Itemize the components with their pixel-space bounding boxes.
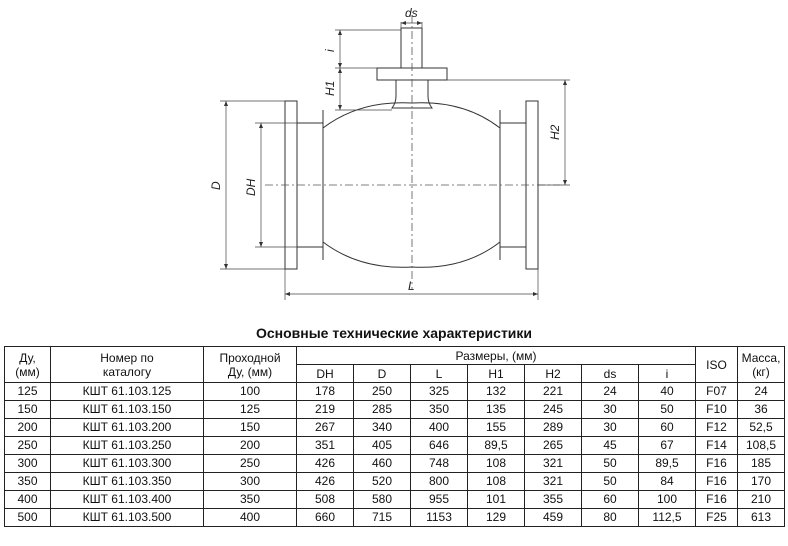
label-l: L [408,279,415,293]
table-cell: 400 [411,419,468,437]
table-cell: 580 [354,491,411,509]
table-cell: КШТ 61.103.350 [51,473,204,491]
header-ds: ds [582,365,639,383]
header-mass: Масса, (кг) [738,347,785,383]
table-cell: 351 [297,437,354,455]
table-cell: 178 [297,383,354,401]
table-cell: 285 [354,401,411,419]
table-cell: 325 [411,383,468,401]
table-cell: 800 [411,473,468,491]
table-cell: 129 [468,509,525,527]
table-cell: 200 [5,419,51,437]
table-cell: 50 [582,455,639,473]
table-cell: 67 [639,437,696,455]
table-cell: F16 [696,491,738,509]
table-cell: 250 [354,383,411,401]
table-cell: 219 [297,401,354,419]
table-cell: 80 [582,509,639,527]
table-cell: 108 [468,455,525,473]
table-title: Основные технические характеристики [255,325,533,341]
table-cell: КШТ 61.103.125 [51,383,204,401]
table-cell: 250 [204,455,297,473]
table-cell: 89,5 [639,455,696,473]
table-cell: 321 [525,473,582,491]
table-cell: 508 [297,491,354,509]
table-cell: КШТ 61.103.150 [51,401,204,419]
header-dh: DH [297,365,354,383]
table-cell: 426 [297,455,354,473]
table-cell: 112,5 [639,509,696,527]
table-cell: 155 [468,419,525,437]
table-row [5,455,785,473]
table-cell: 245 [525,401,582,419]
table-cell: F14 [696,437,738,455]
table-row [5,401,785,419]
table-cell: 125 [5,383,51,401]
table-cell: КШТ 61.103.300 [51,455,204,473]
table-cell: F10 [696,401,738,419]
table-cell: 135 [468,401,525,419]
table-body [5,383,785,527]
table-cell: 125 [204,401,297,419]
table-cell: F07 [696,383,738,401]
table-cell: 52,5 [738,419,785,437]
table-cell: КШТ 61.103.200 [51,419,204,437]
table-cell: F25 [696,509,738,527]
table-cell: 459 [525,509,582,527]
table-cell: 460 [354,455,411,473]
table-cell: КШТ 61.103.500 [51,509,204,527]
header-catalog: Номер по каталогу [51,347,204,383]
label-ds: ds [405,6,418,20]
header-dn: Ду, (мм) [5,347,51,383]
label-dh: DH [244,178,258,196]
table-cell: 250 [5,437,51,455]
table-cell: F12 [696,419,738,437]
table-cell: 84 [639,473,696,491]
table-cell: 170 [738,473,785,491]
table-row [5,383,785,401]
table-cell: 60 [639,419,696,437]
table-cell: 321 [525,455,582,473]
table-cell: 24 [582,383,639,401]
table-row [5,473,785,491]
header-d: D [354,365,411,383]
table-cell: 289 [525,419,582,437]
table-cell: 89,5 [468,437,525,455]
header-dimensions: Размеры, (мм) [297,347,696,365]
table-cell: F16 [696,455,738,473]
table-cell: 405 [354,437,411,455]
table-cell: 355 [525,491,582,509]
table-cell: 520 [354,473,411,491]
table-cell: 150 [204,419,297,437]
table-cell: 613 [738,509,785,527]
table-cell: 200 [204,437,297,455]
table-cell: 50 [639,401,696,419]
table-cell: 340 [354,419,411,437]
specifications-table [4,346,785,527]
label-h1: H1 [323,80,337,96]
table-cell: 221 [525,383,582,401]
table-cell: 24 [738,383,785,401]
table-cell: 400 [204,509,297,527]
valve-stem [401,28,422,68]
table-cell: 100 [639,491,696,509]
label-i: i [323,49,337,52]
table-cell: 660 [297,509,354,527]
table-cell: 955 [411,491,468,509]
table-cell: 60 [582,491,639,509]
header-i: i [639,365,696,383]
table-cell: 300 [204,473,297,491]
table-row [5,491,785,509]
label-h2: H2 [548,124,562,140]
table-cell: 50 [582,473,639,491]
table-cell: 1153 [411,509,468,527]
table-cell: F16 [696,473,738,491]
table-cell: КШТ 61.103.400 [51,491,204,509]
header-bore: Проходной Ду, (мм) [204,347,297,383]
table-cell: 500 [5,509,51,527]
table-cell: 185 [738,455,785,473]
table-cell: 150 [5,401,51,419]
table-row [5,509,785,527]
header-h2: H2 [525,365,582,383]
table-cell: 30 [582,419,639,437]
table-cell: 267 [297,419,354,437]
table-cell: 100 [204,383,297,401]
table-cell: 45 [582,437,639,455]
header-iso: ISO [696,347,738,383]
table-cell: 108,5 [738,437,785,455]
table-cell: 108 [468,473,525,491]
table-row [5,419,785,437]
header-h1: H1 [468,365,525,383]
table-cell: 40 [639,383,696,401]
table-cell: КШТ 61.103.250 [51,437,204,455]
table-cell: 400 [5,491,51,509]
table-cell: 101 [468,491,525,509]
table-cell: 350 [204,491,297,509]
table-row [5,437,785,455]
table-cell: 36 [738,401,785,419]
table-cell: 265 [525,437,582,455]
table-cell: 350 [5,473,51,491]
table-cell: 300 [5,455,51,473]
table-cell: 132 [468,383,525,401]
table-cell: 30 [582,401,639,419]
table-cell: 646 [411,437,468,455]
header-l: L [411,365,468,383]
table-cell: 748 [411,455,468,473]
table-cell: 426 [297,473,354,491]
label-d: D [209,181,223,190]
table-cell: 350 [411,401,468,419]
table-cell: 715 [354,509,411,527]
table-cell: 210 [738,491,785,509]
